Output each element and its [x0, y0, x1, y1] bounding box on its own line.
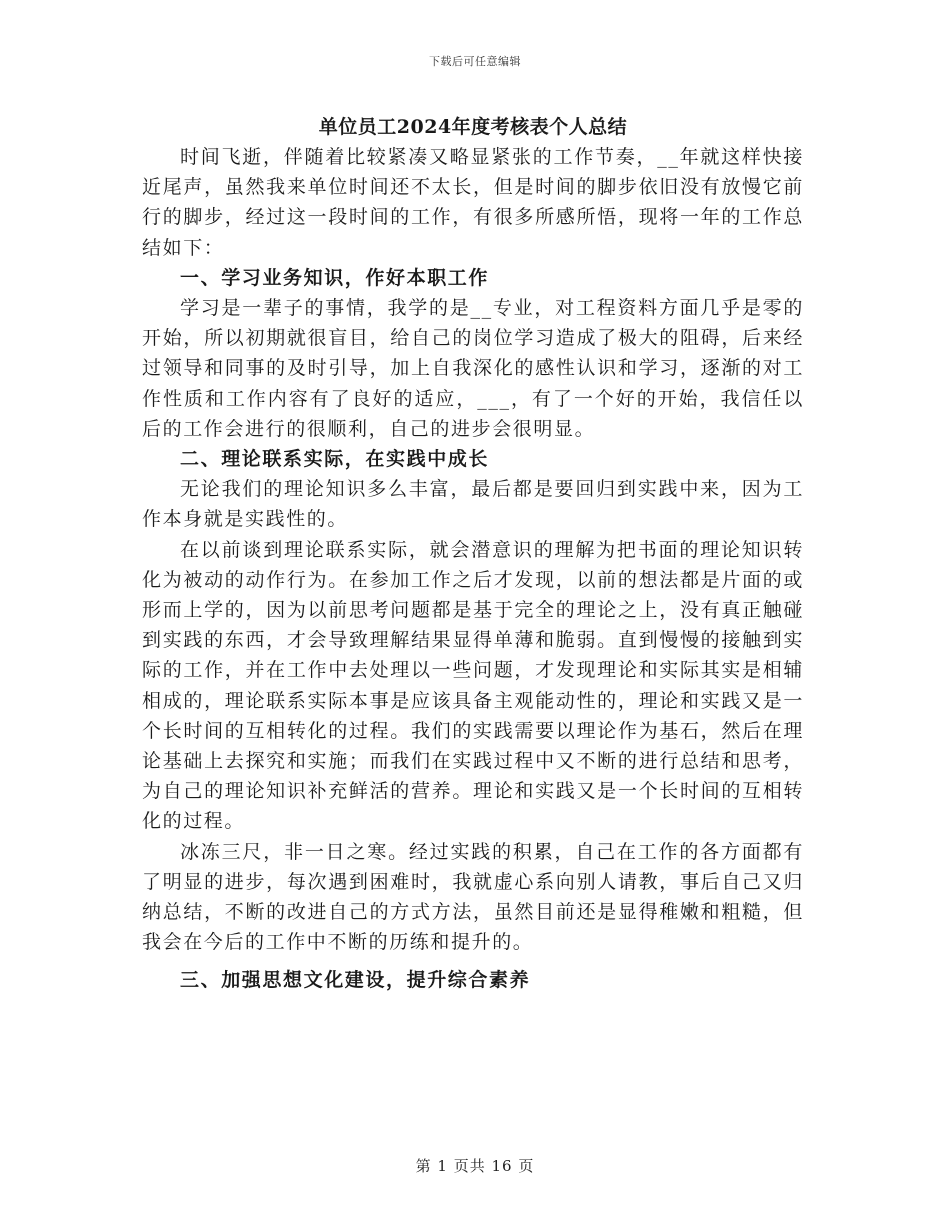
document-body — [142, 112, 804, 996]
section-1-heading: 一、学习业务知识，作好本职工作 — [180, 266, 490, 289]
page-number: 第 1 页共 16 页 — [415, 1157, 535, 1175]
section-3-heading: 三、加强思想文化建设，提升综合素养 — [180, 969, 531, 992]
document-title: 单位员工2024年度考核表个人总结 — [318, 116, 628, 138]
section-2-heading: 二、理论联系实际，在实践中成长 — [180, 448, 490, 471]
section-2-paragraph-2: 在以前谈到理论联系实际，就会潜意识的理解为把书面的理论知识转化为被动的动作行为。在参加工作之后才发现，以前的想法都是片面的或形而上学的，因为以前思考问题都是基于完全的理论之上，没有真正触碰到实践的东西，才会导致理解结果显得单薄和脆弱。直到慢慢的接触到实际的工作，并在工作中去处理以一些问题，才发现理论和实际其实是相辅相成的，理论联系实际本事是应该具备主观能动性的，理论和实践又是一个长时间的互相转化的过程。我们的实践需要以理论作为基石，然后在理论基础上去探究和实施；而我们在实践过程中又不断的进行总结和思考，为自己的理论知识补充鲜活的营养。理论和实践又是一个长时间的互相转化的过程。 — [142, 538, 804, 833]
section-2-paragraph-3: 冰冻三尺，非一日之寒。经过实践的积累，自己在工作的各方面都有了明显的进步，每次遇到困难时，我就虚心系向别人请教，事后自己又归纳总结，不断的改进自己的方式方法，虽然目前还是显得稚嫩和粗糙，但我会在今后的工作中不断的历练和提升的。 — [142, 840, 804, 954]
section-2-paragraph-1: 无论我们的理论知识多么丰富，最后都是要回归到实践中来，因为工作本身就是实践性的。 — [142, 478, 804, 531]
intro-paragraph: 时间飞逝，伴随着比较紧凑又略显紧张的工作节奏，__年就这样快接近尾声，虽然我来单位时间还不太长，但是时间的脚步依旧没有放慢它前行的脚步，经过这一段时间的工作，有很多所感所悟，现将一年的工作总结如下： — [142, 146, 804, 259]
header-note: 下载后可任意编辑 — [429, 55, 521, 68]
section-1-paragraph-1: 学习是一辈子的事情，我学的是__专业，对工程资料方面几乎是零的开始，所以初期就很盲目，给自己的岗位学习造成了极大的阻碍，后来经过领导和同事的及时引导，加上自我深化的感性认识和学习，逐渐的对工作性质和工作内容有了良好的适应，___，有了一个好的开始，我信任以后的工作会进行的很顺利，自己的进步会很明显。 — [142, 297, 804, 440]
